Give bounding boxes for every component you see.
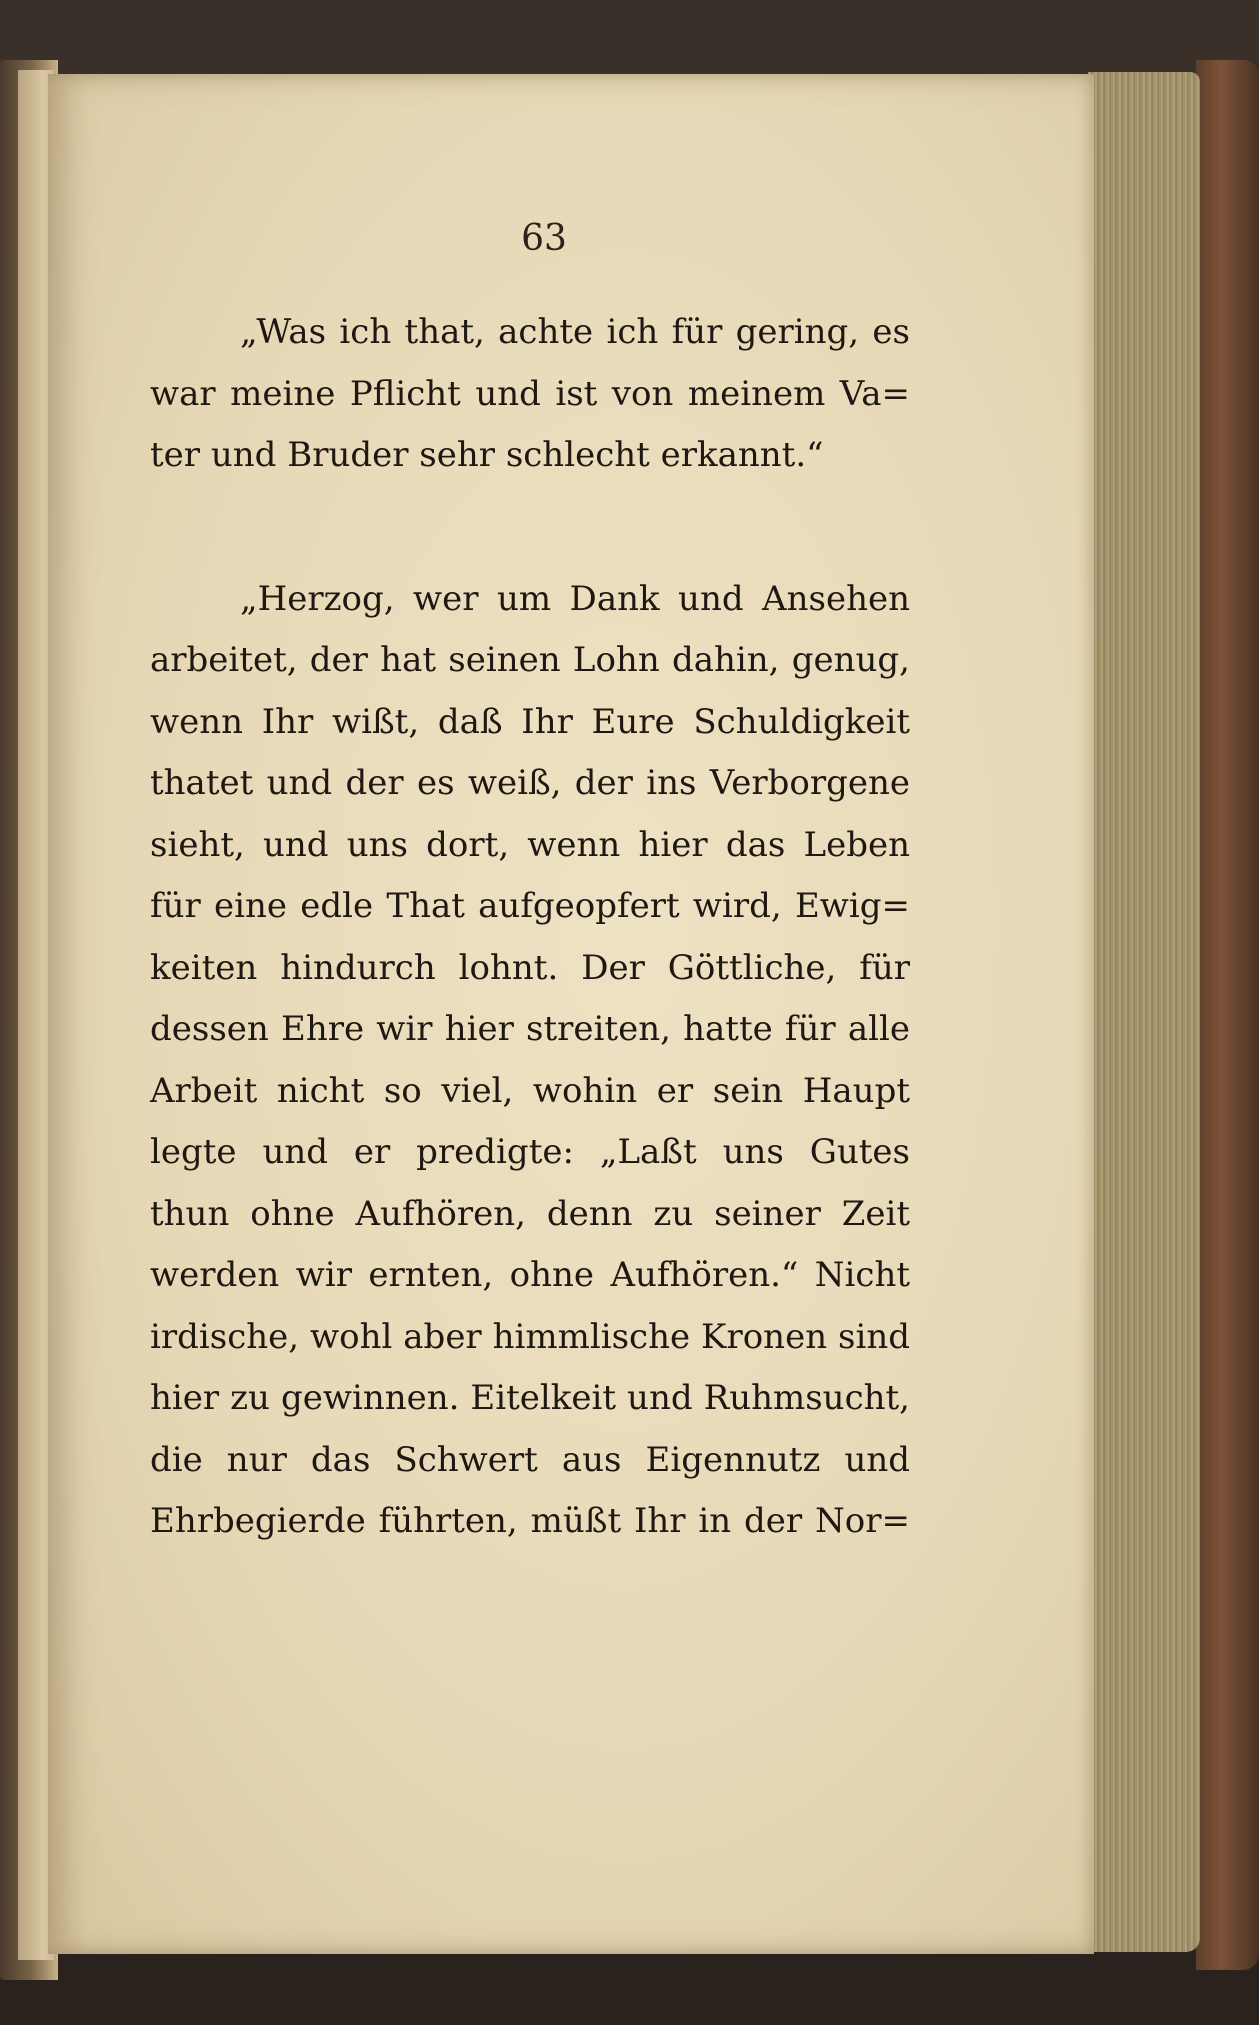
page-block-edges (1088, 72, 1200, 1952)
text-line: legte und er predigte: „Laßt uns Gutes (150, 1132, 910, 1172)
text-line: dessen Ehre wir hier streiten, hatte für alle (150, 1009, 910, 1049)
text-line: werden wir ernten, ohne Aufhören.“ Nicht (150, 1255, 910, 1295)
text-line: irdische, wohl aber himmlische Kronen sind (150, 1316, 910, 1357)
text-line: „Was ich that, achte ich für gering, es (240, 312, 910, 352)
text-line: wenn Ihr wißt, daß Ihr Eure Schuldigkeit (150, 701, 910, 742)
text-line: Arbeit nicht so viel, wohin er sein Haupt (150, 1070, 910, 1111)
text-line: arbeitet, der hat seinen Lohn dahin, genug, (150, 640, 910, 680)
text-line: sieht, und uns dort, wenn hier das Leben (150, 824, 910, 865)
text-line: die nur das Schwert aus Eigennutz und (150, 1439, 910, 1480)
page-text (150, 302, 910, 1553)
page-number: 63 (521, 218, 567, 259)
text-line: thatet und der es weiß, der ins Verborgene (150, 763, 910, 803)
text-line: war meine Pflicht und ist von meinem Va= (150, 373, 910, 414)
paragraph-1 (150, 302, 910, 487)
book-cover-right (1196, 60, 1259, 1970)
text-line: keiten hindurch lohnt. Der Göttliche, für (150, 947, 910, 988)
text-line: „Herzog, wer um Dank und Ansehen (240, 578, 910, 619)
text-line: thun ohne Aufhören, denn zu seiner Zeit (150, 1193, 910, 1234)
text-line: Ehrbegierde führten, müßt Ihr in der Nor= (150, 1501, 910, 1541)
text-line: für eine edle That aufgeopfert wird, Ewig= (150, 886, 910, 926)
text-line: hier zu gewinnen. Eitelkeit und Ruhmsucht, (150, 1378, 910, 1418)
paragraph-2 (150, 569, 910, 1553)
paragraph-gap (150, 487, 910, 569)
text-line: ter und Bruder sehr schlecht erkannt.“ (150, 435, 824, 475)
